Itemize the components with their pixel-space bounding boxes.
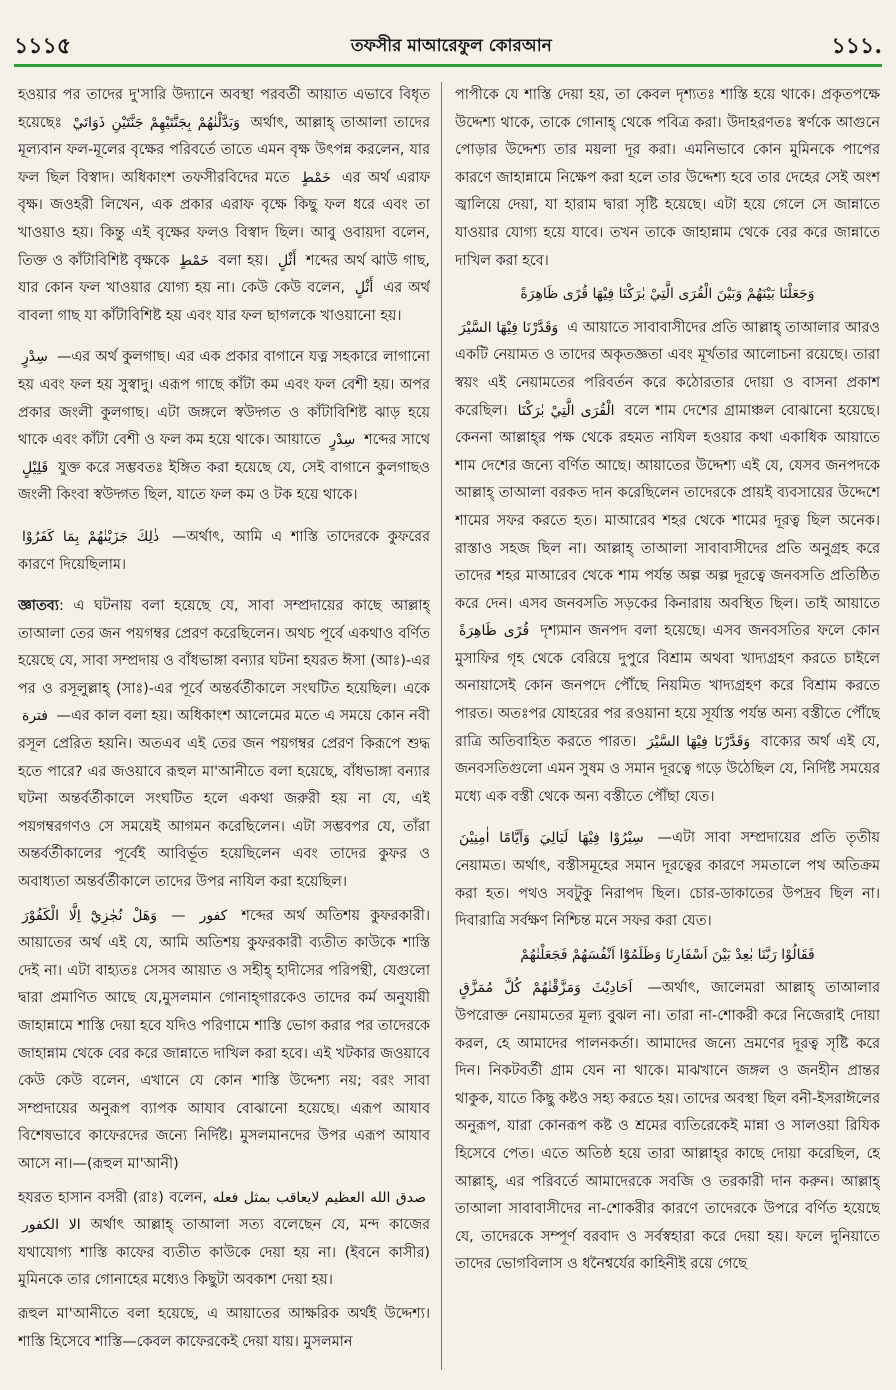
arabic-verse: وَقَدَّرْنَا فِيْهَا السَّيْرَ [459, 319, 559, 336]
arabic-word: سِدْرٍ [22, 349, 48, 366]
paragraph [18, 82, 430, 330]
arabic-word: فترة [22, 708, 48, 725]
text: হওয়ার পর তাদের দু'সারি উদ্যানে অবস্থা পরবর্তী আয়াত এভাবে বিধৃত হয়েছেঃ [18, 87, 430, 131]
book-title: তফসীর মাআরেফুল কোরআন [350, 36, 552, 56]
page-number-right: ১১১. [831, 32, 882, 59]
paragraph [18, 524, 430, 579]
page-header [14, 30, 882, 67]
arabic-verse: وَبَدَّلْنٰهُمْ بِجَنَّتَيْهِمْ جَنَّتَيْنِ ذَوَاتَيْ [72, 114, 240, 131]
text: শব্দের সাথে [364, 432, 430, 449]
text: এর অর্থ এরাফ বৃক্ষ। জওহরী লিখেন, এক প্রকার এরাফ বৃক্ষে কিছু ফল ধরে এবং তা খাওয়াও হয়। কিন্তু এই বৃক্ষের ফলও বিস্বাদ ছিল। আবু ওবায়দা বলেন, তিক্ত ও কাঁটাবিশিষ্ট বৃক্ষকে [18, 169, 430, 269]
text: —এটা সাবা সম্প্রদায়ের প্রতি তৃতীয় নেয়ামত। অর্থাৎ, বস্তীসমূহের সমান দূরত্বের কারণে সমতালে পথ অতিক্রম করা হত। পথও সবটুকু নিরাপদ ছিল। চোর-ডাকাতের উপদ্রব ছিল না। দিবারাত্রি সর্বক্ষণ নিশ্চিন্ত মনে সফর করা যেত। [455, 830, 880, 930]
arabic-verse-line: فَقَالُوْا رَبَّنَا بٰعِدْ بَيْنَ اَسْفَارِنَا وَظَلَمُوْٓا اَنْفُسَهُمْ فَجَعَلْنٰهُمْ [520, 946, 815, 963]
arabic-verse: سِيْرُوْا فِيْهَا لَيَالِيَ وَاَيَّامًا اٰمِنِيْنَ [459, 830, 644, 847]
paragraph [18, 1301, 430, 1356]
text: —এর কাল বলা হয়। অধিকাংশ আলেমের মতে এ সময়ে কোন নবী রসূল প্রেরিত হয়নি। অতএব এই তের জন পয়গম্বর প্রেরণ কিরূপে শুদ্ধ হতে পারে? এর জওয়াবে রূহুল মা'আনীতে বলা হয়েছে, বাঁধভাঙ্গা বন্যার ঘটনা অন্তর্বর্তীকালে সংঘটিত হলে একথা জরুরী হয় না যে, এই পয়গম্বরগণও সে সময়েই আগমন করেছিলেন। এটা সম্ভবপর যে, তাঁরা অন্তর্বর্তীকালের পূর্বেই আবির্ভূত হয়েছিলেন এবং তাদের কুফর ও অবাধ্যতা অন্তর্বর্তীকালে তাদের উপর নাযিল করা হয়েছিল। [18, 708, 430, 891]
right-column [455, 82, 880, 1370]
text: হযরত হাসান বসরী (রাঃ) বলেন, [18, 1189, 208, 1206]
text: অর্থাৎ আল্লাহ্ তাআলা সত্য বলেছেন যে, মন্দ কাজের যথাযোগ্য শাস্তি কাফের ব্যতীত কাউকে দেয়া হয় না। (ইবনে কাসীর) মুমিনকে তার গোনাহের মধ্যেও কিছুটা অবকাশ দেয়া হয়। [18, 1217, 430, 1289]
arabic-verse: وَقَدَّرْنَا فِيْهَا السَّيْرَ [647, 733, 751, 750]
arabic-word: الْقُرَى الَّتِيْ بٰرَكْنَا [517, 402, 615, 419]
page-number-left: ১১১৫ [14, 32, 72, 59]
arabic-verse: اَحَادِيْثَ وَمَزَّقْنٰهُمْ كُلَّ مُمَزَّقٍ [459, 980, 633, 997]
text: শব্দের অর্থ ঝাউ গাছ, যার কোন ফল খাওয়ার যোগ্য হয় না। কেউ কেউ বলেন, [18, 252, 430, 297]
text: যুক্ত করে সম্ভবতঃ ইঙ্গিত করা হয়েছে যে, সেই বাগানে কুলগাছও জংলী কিংবা স্বউদ্গত ছিল, যাতে ফল কম ও টক হয়ে থাকে। [18, 459, 430, 504]
paragraph [18, 903, 430, 1179]
arabic-verse: ذٰلِكَ جَزَيْنٰهُمْ بِمَا كَفَرُوْا [22, 528, 160, 545]
text: অর্থাৎ, আল্লাহ্ তাআলা তাদের মূল্যবান ফল-মূলের বৃক্ষের পরিবর্তে তাতে এমন বৃক্ষ উৎপন্ন করলেন, যার ফল ছিল বিস্বাদ। অধিকাংশ তফসীরবিদের মতে [18, 114, 430, 186]
text: —এর অর্থ কুলগাছ। এর এক প্রকার বাগানে যত্ন সহকারে লাগানো হয় এবং ফল হয় সুস্বাদু। এরূপ গাছে কাঁটা কম এবং ফল বেশী হয়। অপর প্রকার জংলী কুলগাছ। এটা জঙ্গলে স্বউদ্গত ও কাঁটাবিশিষ্ট ঝাড় হয়ে থাকে এবং কাঁটা বেশী ও ফল কম হয়ে থাকে। আয়াতে [18, 349, 430, 449]
paragraph [455, 975, 880, 1279]
text: —অর্থাৎ, আমি এ শাস্তি তাদেরকে কুফরের কারণে দিয়েছিলাম। [18, 528, 430, 573]
text: : এ ঘটনায় বলা হয়েছে যে, সাবা সম্প্রদায়ের কাছে আল্লাহ্ তাআলা তের জন পয়গম্বর প্রেরণ করেছিলেন। অথচ পূর্বে একথাও বর্ণিত হয়েছে যে, সাবা সম্প্রদায় ও বাঁধভাঙ্গা বন্যার ঘটনা হযরত ঈসা (আঃ)-এর পর ও রসূলুল্লাহ্ (সাঃ)-এর পূর্বে অন্তর্বর্তীকালে সংঘটিত হয়েছিল। একে [18, 598, 430, 697]
text: এ আয়াতে সাবাবাসীদের প্রতি আল্লাহ্ তাআলার আরও একটি নেয়ামত ও তাদের অকৃতজ্ঞতা এবং মূর্খতার আলোচনা রয়েছে। তারা স্বয়ং এই নেয়ামতের পরিবর্তন করে কঠোরতার দোয়া ও বাসনা প্রকাশ করেছিল। [455, 319, 880, 419]
text: বলা হয়। [218, 252, 269, 269]
arabic-word: خَمْطٍ [179, 252, 210, 269]
text: বাক্যের অর্থ এই যে, জনবসতিগুলো এমন সুষম ও সমান দূরত্বে গড়ে উঠেছিল যে, নির্দিষ্ট সময়ের মধ্যে এক বস্তী থেকে অন্য বস্তীতে পৌঁছা যেত। [455, 733, 880, 805]
text: দৃশ্যমান জনপদ বলা হয়েছে। এসব জনবসতির ফলে কোন মুসাফির গৃহ থেকে বেরিয়ে দুপুরে বিশ্রাম অথবা খাদ্যগ্রহণ করতে চাইলে অনায়াসেই কোন জনপদে পৌঁছে নিয়মিত খাদ্যগ্রহণ করে বিশ্রাম করতে পারত। অতঃপর যোহরের পর রওয়ানা হয়ে সূর্যাস্ত পর্যন্ত অন্য বস্তীতে পৌঁছে রাত্রি অতিবাহিত করতে পারত। [455, 623, 880, 750]
arabic-verse-line: وَجَعَلْنَا بَيْنَهُمْ وَبَيْنَ الْقُرَى الَّتِيْ بٰرَكْنَا فِيْهَا قُرًى ظَاهِرَةً [520, 286, 815, 303]
arabic-word: أَثْلٍ [354, 280, 374, 297]
text: রূহুল মা'আনীতে বলা হয়েছে, এ আয়াতের আক্ষরিক অর্থই উদ্দেশ্য। শাস্তি হিসেবে শাস্তি—কেবল কাফেরকেই দেয়া যায়। মুসলমান [18, 1305, 430, 1350]
paragraph [18, 344, 430, 510]
arabic-word: خَمْطٍ [300, 169, 331, 186]
text: বলে শাম দেশের গ্রামাঞ্চল বোঝানো হয়েছে। কেননা আল্লাহ্‌র পক্ষ থেকে রহমত নাযিল হওয়ার কথা একাধিক আয়াতে শাম দেশের জন্যে বর্ণিত আছে। আয়াতের উদ্দেশ্য এই যে, যেসব জনপদকে আল্লাহ্ তাআলা বরকত দান করেছিলেন তাদেরকে প্রায়ই ব্যবসায়ের উদ্দেশে শামের সফর করতে হত। মাআরেব শহর থেকে শামের দূরত্ব ছিল অনেক। রাস্তাও সহজ ছিল না। আল্লাহ্ তাআলা সাবাবাসীদের প্রতি অনুগ্রহ করে তাদের শহর মাআরেব থেকে শাম পর্যন্ত অল্প অল্প দূরত্বে জনবসতি প্রতিষ্ঠিত করে দেন। এসব জনবসতি সড়কের কিনারায় অবস্থিত ছিল। তাই আয়াতে [455, 402, 880, 612]
note-label: জ্ঞাতব্য [18, 598, 59, 615]
arabic-word: قَلِيْلٍ [22, 459, 49, 476]
text: —অর্থাৎ, জালেমরা আল্লাহ্ তাআলার উপরোক্ত নেয়ামতের মূল্য বুঝল না। তারা না-শোকরী করে নিজেরাই দোয়া করল, হে আমাদের পালনকর্তা। আমাদের জন্যে ভ্রমণের দূরত্ব সৃষ্টি করে দিন। নিকটবর্তী গ্রাম যেন না থাকে। মাঝখানে জঙ্গল ও জনহীন প্রান্তর থাকুক, যাতে কিছু কষ্টও সহ্য করতে হয়। তাদের অবস্থা ছিল বনী-ইসরাঈলের অনুরূপ, যারা কোনরূপ কষ্ট ও শ্রমের ব্যতিরেকেই মান্না ও সালওয়া রিযিক হিসেবে পেত। এতে অতিষ্ঠ হয়ে তারা আল্লাহ্‌র কাছে দোয়া করেছিল, হে আল্লাহ্, এর পরিবর্তে আমাদেরকে সবজি ও তরকারী দান করুন। আল্লাহ্ তাআলা সাবাবাসীদের না-শোকরীর কারণে তাদেরকে উপরে বর্ণিত হয়েছে যে, তাদেরকে সম্পূর্ণ বরবাদ ও সর্বস্বহারা করে দেয়া হয়। ফলে দুনিয়াতে তাদের ভোগবিলাস ও ধনৈশ্বর্যের কাহিনীই রয়ে গেছে [455, 980, 880, 1273]
arabic-word: كفور [199, 907, 228, 924]
text: পাপীকে যে শাস্তি দেয়া হয়, তা কেবল দৃশ্যতঃ শাস্তি হয়ে থাকে। প্রকৃতপক্ষে উদ্দেশ্য থাকে, তাকে গোনাহ্ থেকে পবিত্র করা। উদাহরণতঃ স্বর্ণকে আগুনে পোড়ার উদ্দেশ্য তার ময়লা দূর করা। এমনিভাবে কোন মুমিনকে পাপের কারণে জাহান্নামে নিক্ষেপ করা হলে তার উদ্দেশ্য হবে তার দেহের সেই অংশ জ্বালিয়ে দেয়া, যা হারাম দ্বারা সৃষ্টি হয়েছে। এটা হয়ে গেলে সে জান্নাতে যাওয়ার যোগ্য হয়ে যাবে। তখন তাকে জাহান্নাম থেকে বের করে জান্নাতে দাখিল করা হবে। [455, 87, 880, 269]
paragraph [455, 82, 880, 275]
arabic-word: قُرًى ظَاهِرَةً [459, 623, 530, 640]
arabic-quote: صدق الله العظيم لايعاقب بمثل فعله الا الكفور [22, 1189, 426, 1234]
arabic-verse: وَهَلْ نُجٰزِيْٓ اِلَّا الْكَفُوْرَ [22, 907, 158, 924]
paragraph [455, 825, 880, 935]
paragraph [455, 315, 880, 812]
text: শব্দের অর্থ অতিশয় কুফরকারী। আয়াতের অর্থ এই যে, আমি অতিশয় কুফরকারী ব্যতীত কাউকে শাস্তি দেই না। এটা বাহ্যতঃ সেসব আয়াত ও সহীহ্ হাদীসের পরিপন্থী, যেগুলো দ্বারা প্রমাণিত আছে যে,মুসলমান গোনাহ্গারকেও তাদের কর্ম অনুযায়ী জাহান্নামে শাস্তি দেয়া হবে যদিও পরিণামে শাস্তি ভোগ করার পর তাদেরকে জাহান্নাম থেকে বের করে জান্নাতে দাখিল করা হবে। এই খটকার জওয়াবে কেউ কেউ বলেন, এখানে যে কোন শাস্তি উদ্দেশ্য নয়; বরং সাবা সম্প্রদায়ের অনুরূপ ব্যাপক আযাব বোঝানো হয়েছে। এরূপ আযাব বিশেষভাবে কাফেরদের জন্যে নির্দিষ্ট। মুসলমানদের উপর এরূপ আযাব আসে না।—(রূহুল মা'আনী) [18, 907, 430, 1172]
column-divider [441, 82, 442, 1370]
paragraph [18, 1185, 430, 1295]
paragraph [18, 593, 430, 897]
arabic-word: سِدْرٍ [329, 432, 356, 449]
text: এর অর্থ বাবলা গাছ যা কাঁটাবিশিষ্ট হয় এবং যার ফল ছাগলকে খাওয়ানো হয়। [18, 280, 430, 324]
left-column [18, 82, 430, 1370]
text: — [171, 907, 186, 924]
arabic-word: أَثْلٍ [277, 252, 297, 269]
